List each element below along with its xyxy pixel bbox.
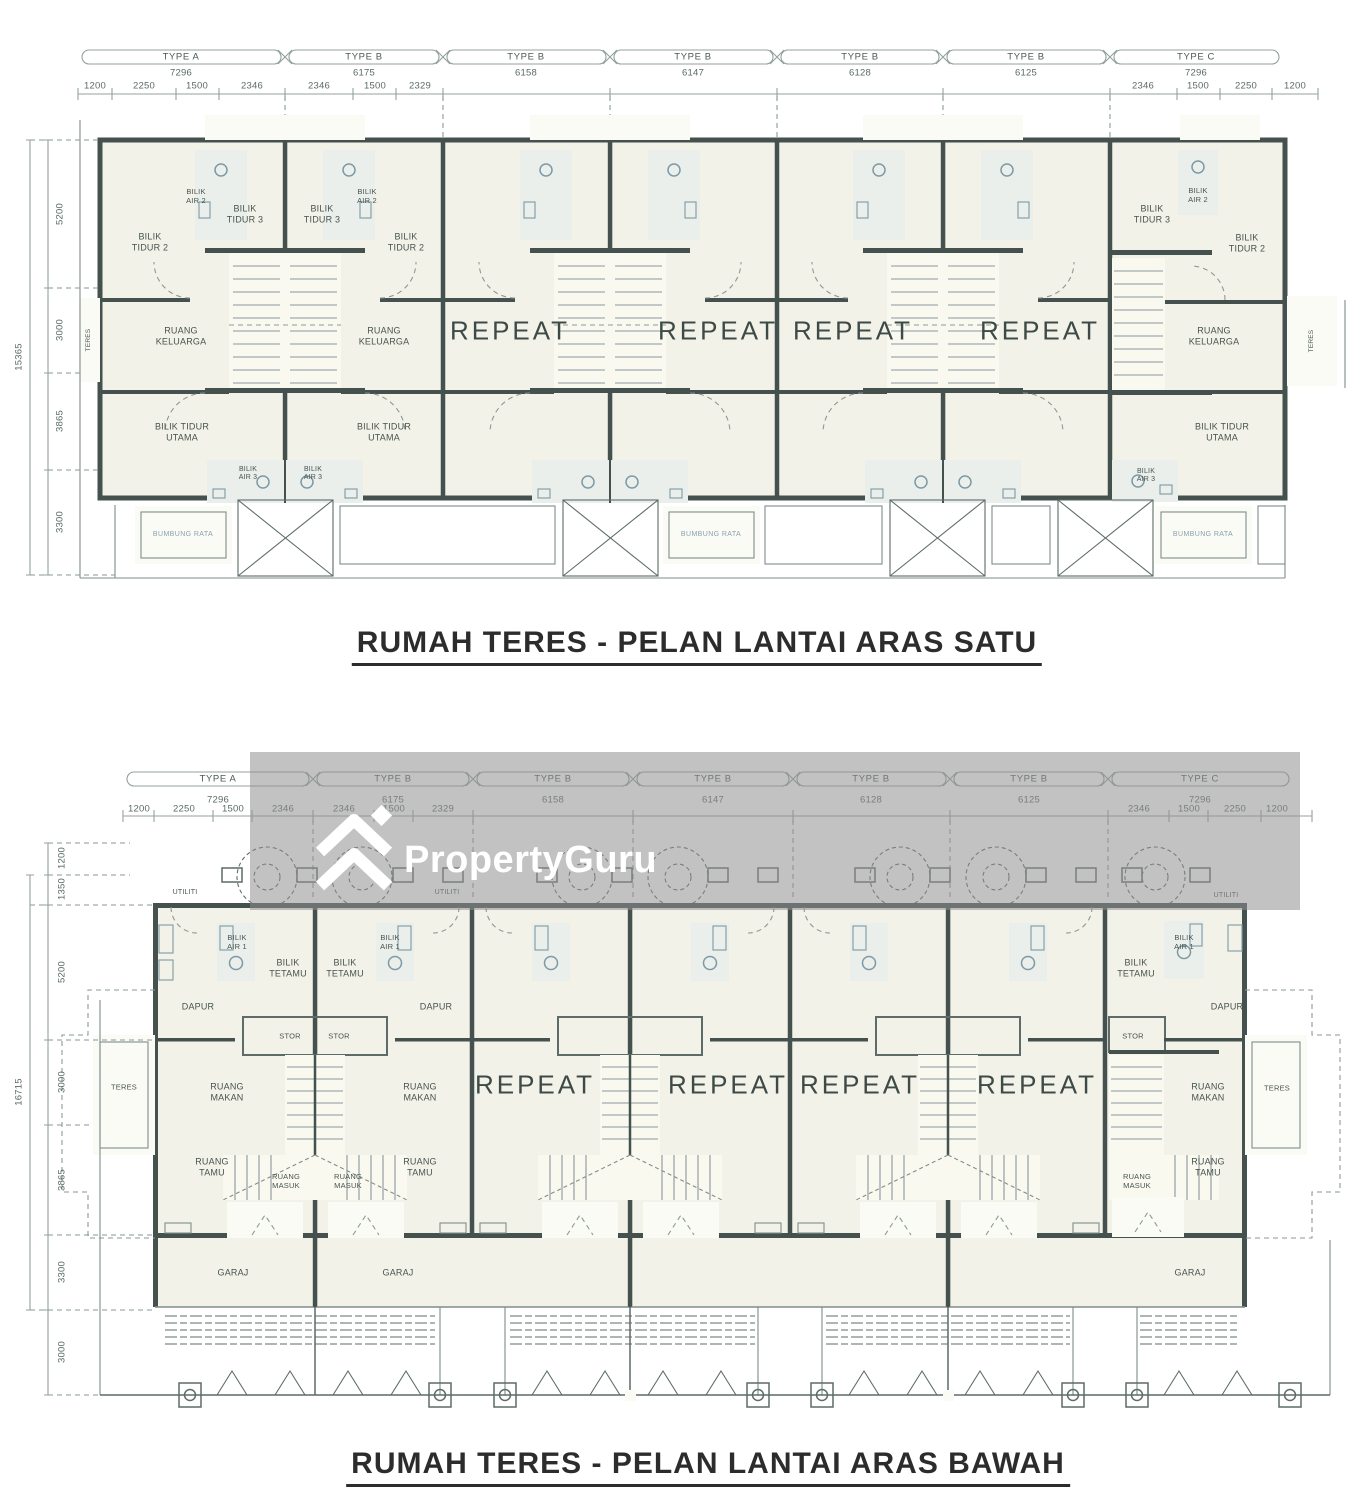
room-label-ruang-tamu: RUANG TAMU: [403, 1156, 437, 1177]
room-label-bilik-tidur-utama: BILIK TIDUR UTAMA: [356, 421, 412, 442]
room-label-stor: STOR: [1122, 1031, 1144, 1041]
watermark-band: [250, 752, 1300, 910]
segment-dim: 3000: [56, 1071, 68, 1093]
segment-dim: 3000: [56, 1341, 68, 1363]
room-label-ruang-makan: RUANG MAKAN: [403, 1081, 437, 1102]
segment-dim: 5200: [56, 961, 68, 983]
room-label-ruang-keluarga: RUANG KELUARGA: [358, 325, 410, 346]
room-label-teres: TERES: [1263, 1083, 1291, 1093]
room-label-ruang-keluarga: RUANG KELUARGA: [1188, 325, 1240, 346]
repeat-label: REPEAT: [799, 1069, 921, 1100]
room-label-stor: STOR: [279, 1031, 301, 1041]
room-label-ruang-keluarga: RUANG KELUARGA: [155, 325, 207, 346]
room-label-ruang-tamu: RUANG TAMU: [195, 1156, 229, 1177]
edge-label-teres: TERES: [85, 328, 93, 352]
room-label-bilik-air-2: BILIK AIR 2: [357, 187, 377, 205]
type-span-label: TYPE B: [841, 51, 879, 63]
room-label-bilik-tidur-2: BILIK TIDUR 2: [387, 231, 425, 252]
sub-dim: 1500: [186, 80, 208, 92]
room-label-bilik-tidur-utama: BILIK TIDUR UTAMA: [154, 421, 210, 442]
segment-dim: 3300: [56, 1261, 68, 1283]
sub-dim: 2250: [133, 80, 155, 92]
sub-dim: 2346: [1132, 80, 1154, 92]
room-label-garaj: GARAJ: [1174, 1267, 1206, 1278]
roof-label-bumbung-rata: BUMBUNG RATA: [1172, 530, 1234, 538]
room-label-bilik-tidur-3: BILIK TIDUR 3: [303, 203, 341, 224]
sub-dim: 1200: [128, 803, 150, 815]
sub-dim: 1500: [222, 803, 244, 815]
room-label-utiliti: UTILITI: [172, 888, 198, 896]
room-label-bilik-air-3: BILIK AIR 3: [238, 465, 258, 481]
sub-dim: 2346: [308, 80, 330, 92]
room-label-bilik-tidur-3: BILIK TIDUR 3: [226, 203, 264, 224]
type-width-dim: 7296: [207, 794, 229, 806]
type-width-dim: 7296: [170, 67, 192, 79]
type-span-label: TYPE B: [674, 51, 712, 63]
room-label-ruang-makan: RUANG MAKAN: [1191, 1081, 1225, 1102]
room-label-teres: TERES: [110, 1082, 138, 1092]
repeat-label: REPEAT: [792, 315, 914, 346]
type-width-dim: 6125: [1015, 67, 1037, 79]
type-width-dim: 7296: [1185, 67, 1207, 79]
room-label-bilik-air-2: BILIK AIR 2: [186, 187, 206, 205]
sub-dim: 1500: [364, 80, 386, 92]
room-label-bilik-tidur-3: BILIK TIDUR 3: [1133, 203, 1171, 224]
room-label-dapur: DAPUR: [181, 1001, 215, 1012]
sub-dim: 2250: [1235, 80, 1257, 92]
room-label-ruang-makan: RUANG MAKAN: [210, 1081, 244, 1102]
room-label-bilik-tetamu: BILIK TETAMU: [269, 957, 307, 978]
segment-dim: 1200: [56, 847, 68, 869]
room-label-bilik-tidur-utama: BILIK TIDUR UTAMA: [1194, 421, 1250, 442]
segment-dim: 3865: [54, 410, 66, 432]
room-label-bilik-air-3: BILIK AIR 3: [1136, 467, 1156, 483]
room-label-bilik-air-3: BILIK AIR 3: [303, 465, 323, 481]
room-label-bilik-air-1: BILIK AIR 1: [1174, 933, 1194, 951]
upper-plan-title: RUMAH TERES - PELAN LANTAI ARAS SATU: [352, 626, 1042, 666]
type-width-dim: 6128: [849, 67, 871, 79]
type-span-label: TYPE C: [1177, 51, 1215, 63]
room-label-bilik-tidur-2: BILIK TIDUR 2: [1228, 232, 1266, 253]
sub-dim: 2346: [241, 80, 263, 92]
repeat-label: REPEAT: [657, 315, 779, 346]
sub-dim: 1200: [84, 80, 106, 92]
room-label-bilik-tidur-2: BILIK TIDUR 2: [131, 231, 169, 252]
total-height-dim: 16715: [13, 1078, 25, 1106]
lower-plan-title: RUMAH TERES - PELAN LANTAI ARAS BAWAH: [346, 1447, 1070, 1487]
total-height-dim: 15365: [13, 343, 25, 371]
segment-dim: 3300: [54, 511, 66, 533]
room-label-bilik-air-1: BILIK AIR 1: [227, 933, 247, 951]
propertyguru-logo-icon: [308, 800, 404, 896]
room-label-garaj: GARAJ: [382, 1267, 414, 1278]
room-label-ruang-masuk: RUANG MASUK: [333, 1172, 363, 1190]
type-span-label: TYPE B: [507, 51, 545, 63]
room-label-bilik-tetamu: BILIK TETAMU: [326, 957, 364, 978]
segment-dim: 3000: [54, 319, 66, 341]
edge-label-teres: TERES: [1308, 329, 1316, 353]
repeat-label: REPEAT: [976, 1069, 1098, 1100]
segment-dim: 3865: [56, 1169, 68, 1191]
sub-dim: 2329: [409, 80, 431, 92]
room-label-dapur: DAPUR: [1210, 1001, 1244, 1012]
type-width-dim: 6175: [353, 67, 375, 79]
room-label-stor: STOR: [328, 1031, 350, 1041]
sub-dim: 1200: [1284, 80, 1306, 92]
sub-dim: 1500: [1187, 80, 1209, 92]
room-label-ruang-masuk: RUANG MASUK: [271, 1172, 301, 1190]
repeat-label: REPEAT: [449, 315, 571, 346]
type-span-label: TYPE A: [199, 773, 237, 785]
room-label-bilik-air-1: BILIK AIR 1: [380, 933, 400, 951]
room-label-ruang-masuk: RUANG MASUK: [1122, 1172, 1152, 1190]
room-label-bilik-air-2: BILIK AIR 2: [1188, 186, 1208, 204]
roof-label-bumbung-rata: BUMBUNG RATA: [680, 530, 742, 538]
room-label-garaj: GARAJ: [217, 1267, 249, 1278]
type-span-label: TYPE A: [162, 51, 200, 63]
room-label-bilik-tetamu: BILIK TETAMU: [1117, 957, 1155, 978]
segment-dim: 5200: [54, 203, 66, 225]
watermark-brand-text: PropertyGuru: [404, 839, 658, 881]
type-width-dim: 6147: [682, 67, 704, 79]
segment-dim: 1350: [56, 878, 68, 900]
repeat-label: REPEAT: [979, 315, 1101, 346]
room-label-dapur: DAPUR: [419, 1001, 453, 1012]
repeat-label: REPEAT: [667, 1069, 789, 1100]
type-span-label: TYPE B: [345, 51, 383, 63]
room-label-ruang-tamu: RUANG TAMU: [1191, 1156, 1225, 1177]
roof-label-bumbung-rata: BUMBUNG RATA: [152, 530, 214, 538]
repeat-label: REPEAT: [474, 1069, 596, 1100]
type-width-dim: 6158: [515, 67, 537, 79]
type-span-label: TYPE B: [1007, 51, 1045, 63]
sub-dim: 2250: [173, 803, 195, 815]
